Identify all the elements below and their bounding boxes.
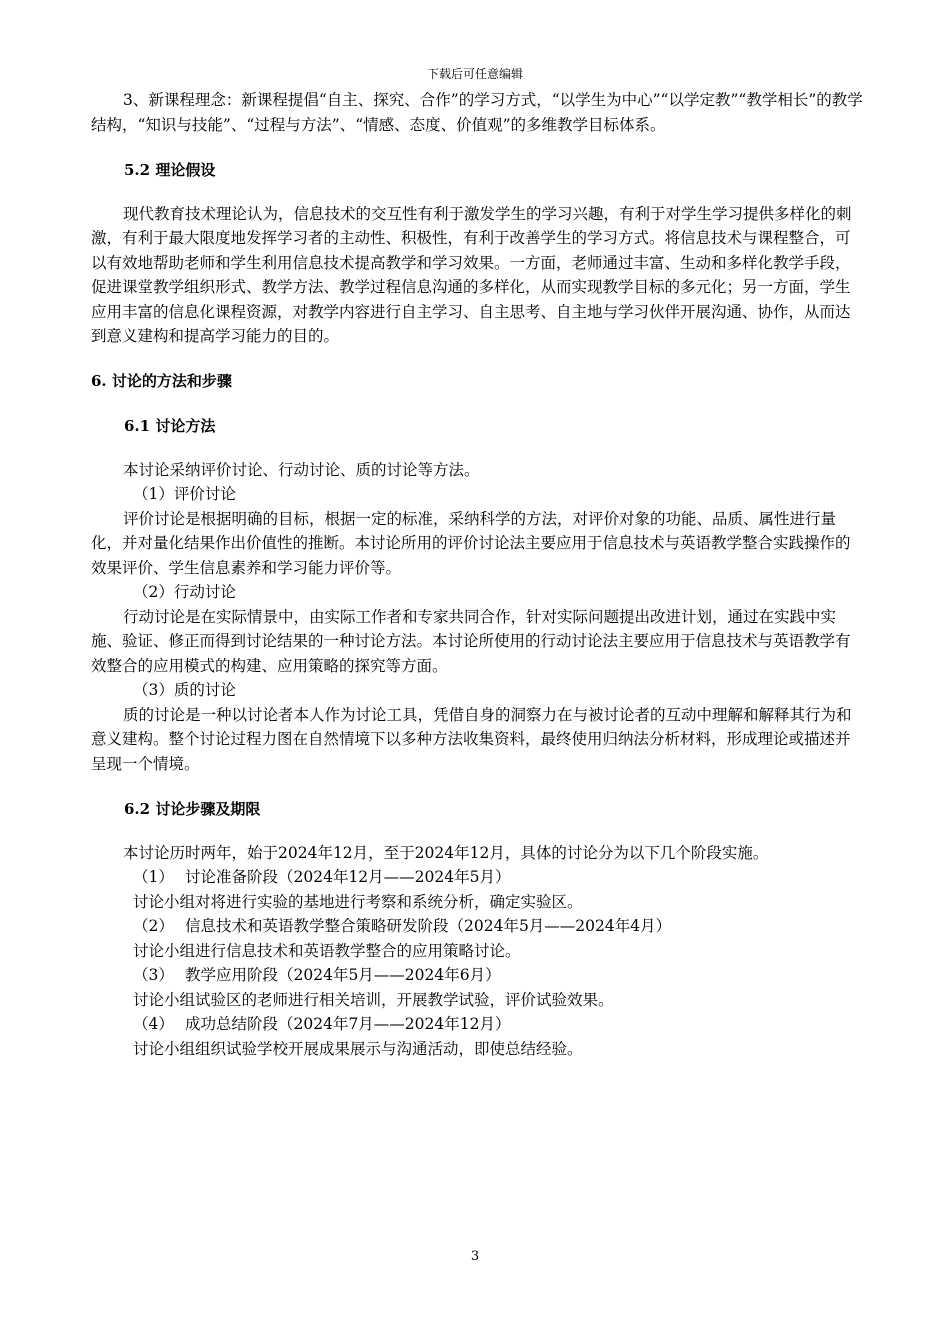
paragraph-new-curriculum: 3、新课程理念：新课程提倡“自主、探究、合作”的学习方式，“以学生为中心”“以学定教”“教学相长”的教学结构，“知识与技能”、“过程与方法”、“情感、态度、价值观”的多维教学目标体系。	[91, 91, 863, 134]
step-description: 讨论小组试验区的老师进行相关培训，开展教学试验，评价试验效果。	[133, 990, 614, 1009]
step-title	[91, 1012, 863, 1037]
step-description: 讨论小组组织试验学校开展成果展示与沟通活动，即使总结经验。	[133, 1039, 583, 1058]
step-title	[91, 963, 863, 988]
section-6-2-heading: 6.2 讨论步骤及期限	[124, 800, 261, 818]
step-number: （2）	[133, 917, 174, 935]
steps-list	[91, 865, 863, 1061]
method-3-label: （3）质的讨论	[133, 681, 236, 699]
method-3-text: 质的讨论是一种以讨论者本人作为讨论工具，凭借自身的洞察力在与被讨论者的互动中理解和解释其行为和意义建构。整个讨论过程力图在自然情境下以多种方法收集资料，最终使用归纳法分析材料，形成理论或描述并呈现一个情境。	[91, 705, 852, 773]
paragraph-theory: 现代教育技术理论认为，信息技术的交互性有利于激发学生的学习兴趣，有利于对学生学习提供多样化的刺激，有利于最大限度地发挥学习者的主动性、积极性，有利于改善学生的学习方式。将信息技术与课程整合，可以有效地帮助老师和学生利用信息技术提高教学和学习效果。一方面，老师通过丰富、生动和多样化教学手段，促进课堂教学组织形式、教学方法、教学过程信息沟通的多样化，从而实现教学目标的多元化；另一方面，学生应用丰富的信息化课程资源，对教学内容进行自主学习、自主思考、自主地与学习伙伴开展沟通、协作，从而达到意义建构和提高学习能力的目的。	[91, 204, 852, 345]
step-title-text: 成功总结阶段（2024年7月——2024年12月）	[185, 1015, 511, 1033]
methods-intro: 本讨论采纳评价讨论、行动讨论、质的讨论等方法。	[123, 460, 480, 479]
step-title-text: 信息技术和英语教学整合策略研发阶段（2024年5月——2024年4月）	[185, 917, 672, 935]
section-5-2-heading: 5.2 理论假设	[124, 161, 216, 179]
document-body	[91, 88, 863, 1061]
method-2-text: 行动讨论是在实际情景中，由实际工作者和专家共同合作，针对实际问题提出改进计划，通过在实践中实施、验证、修正而得到讨论结果的一种讨论方法。本讨论所使用的行动讨论法主要应用于信息技术与英语教学有效整合的应用模式的构建、应用策略的探究等方面。	[91, 607, 851, 675]
method-1-text: 评价讨论是根据明确的目标，根据一定的标准，采纳科学的方法，对评价对象的功能、品质、属性进行量化，并对量化结果作出价值性的推断。本讨论所用的评价讨论法主要应用于信息技术与英语教学整合实践操作的效果评价、学生信息素养和学习能力评价等。	[91, 509, 851, 577]
step-number: （4）	[133, 1015, 174, 1033]
step-title	[91, 865, 863, 890]
page-number: 3	[470, 1249, 480, 1264]
step-title-text: 讨论准备阶段（2024年12月——2024年5月）	[185, 868, 511, 886]
section-6-heading: 6. 讨论的方法和步骤	[91, 371, 232, 390]
step-title-text: 教学应用阶段（2024年5月——2024年6月）	[185, 966, 501, 984]
step-number: （1）	[133, 868, 174, 886]
steps-intro: 本讨论历时两年，始于2024年12月，至于2024年12月，具体的讨论分为以下几个阶段实施。	[123, 843, 769, 862]
method-1-label: （1）评价讨论	[133, 485, 236, 503]
step-number: （3）	[133, 966, 174, 984]
step-title	[91, 914, 863, 939]
method-2-label: （2）行动讨论	[133, 583, 236, 601]
step-description: 讨论小组进行信息技术和英语教学整合的应用策略讨论。	[133, 941, 521, 960]
step-description: 讨论小组对将进行实验的基地进行考察和系统分析，确定实验区。	[133, 892, 583, 911]
page-header: 下载后可任意编辑	[426, 67, 523, 81]
section-6-1-heading: 6.1 讨论方法	[124, 417, 216, 435]
